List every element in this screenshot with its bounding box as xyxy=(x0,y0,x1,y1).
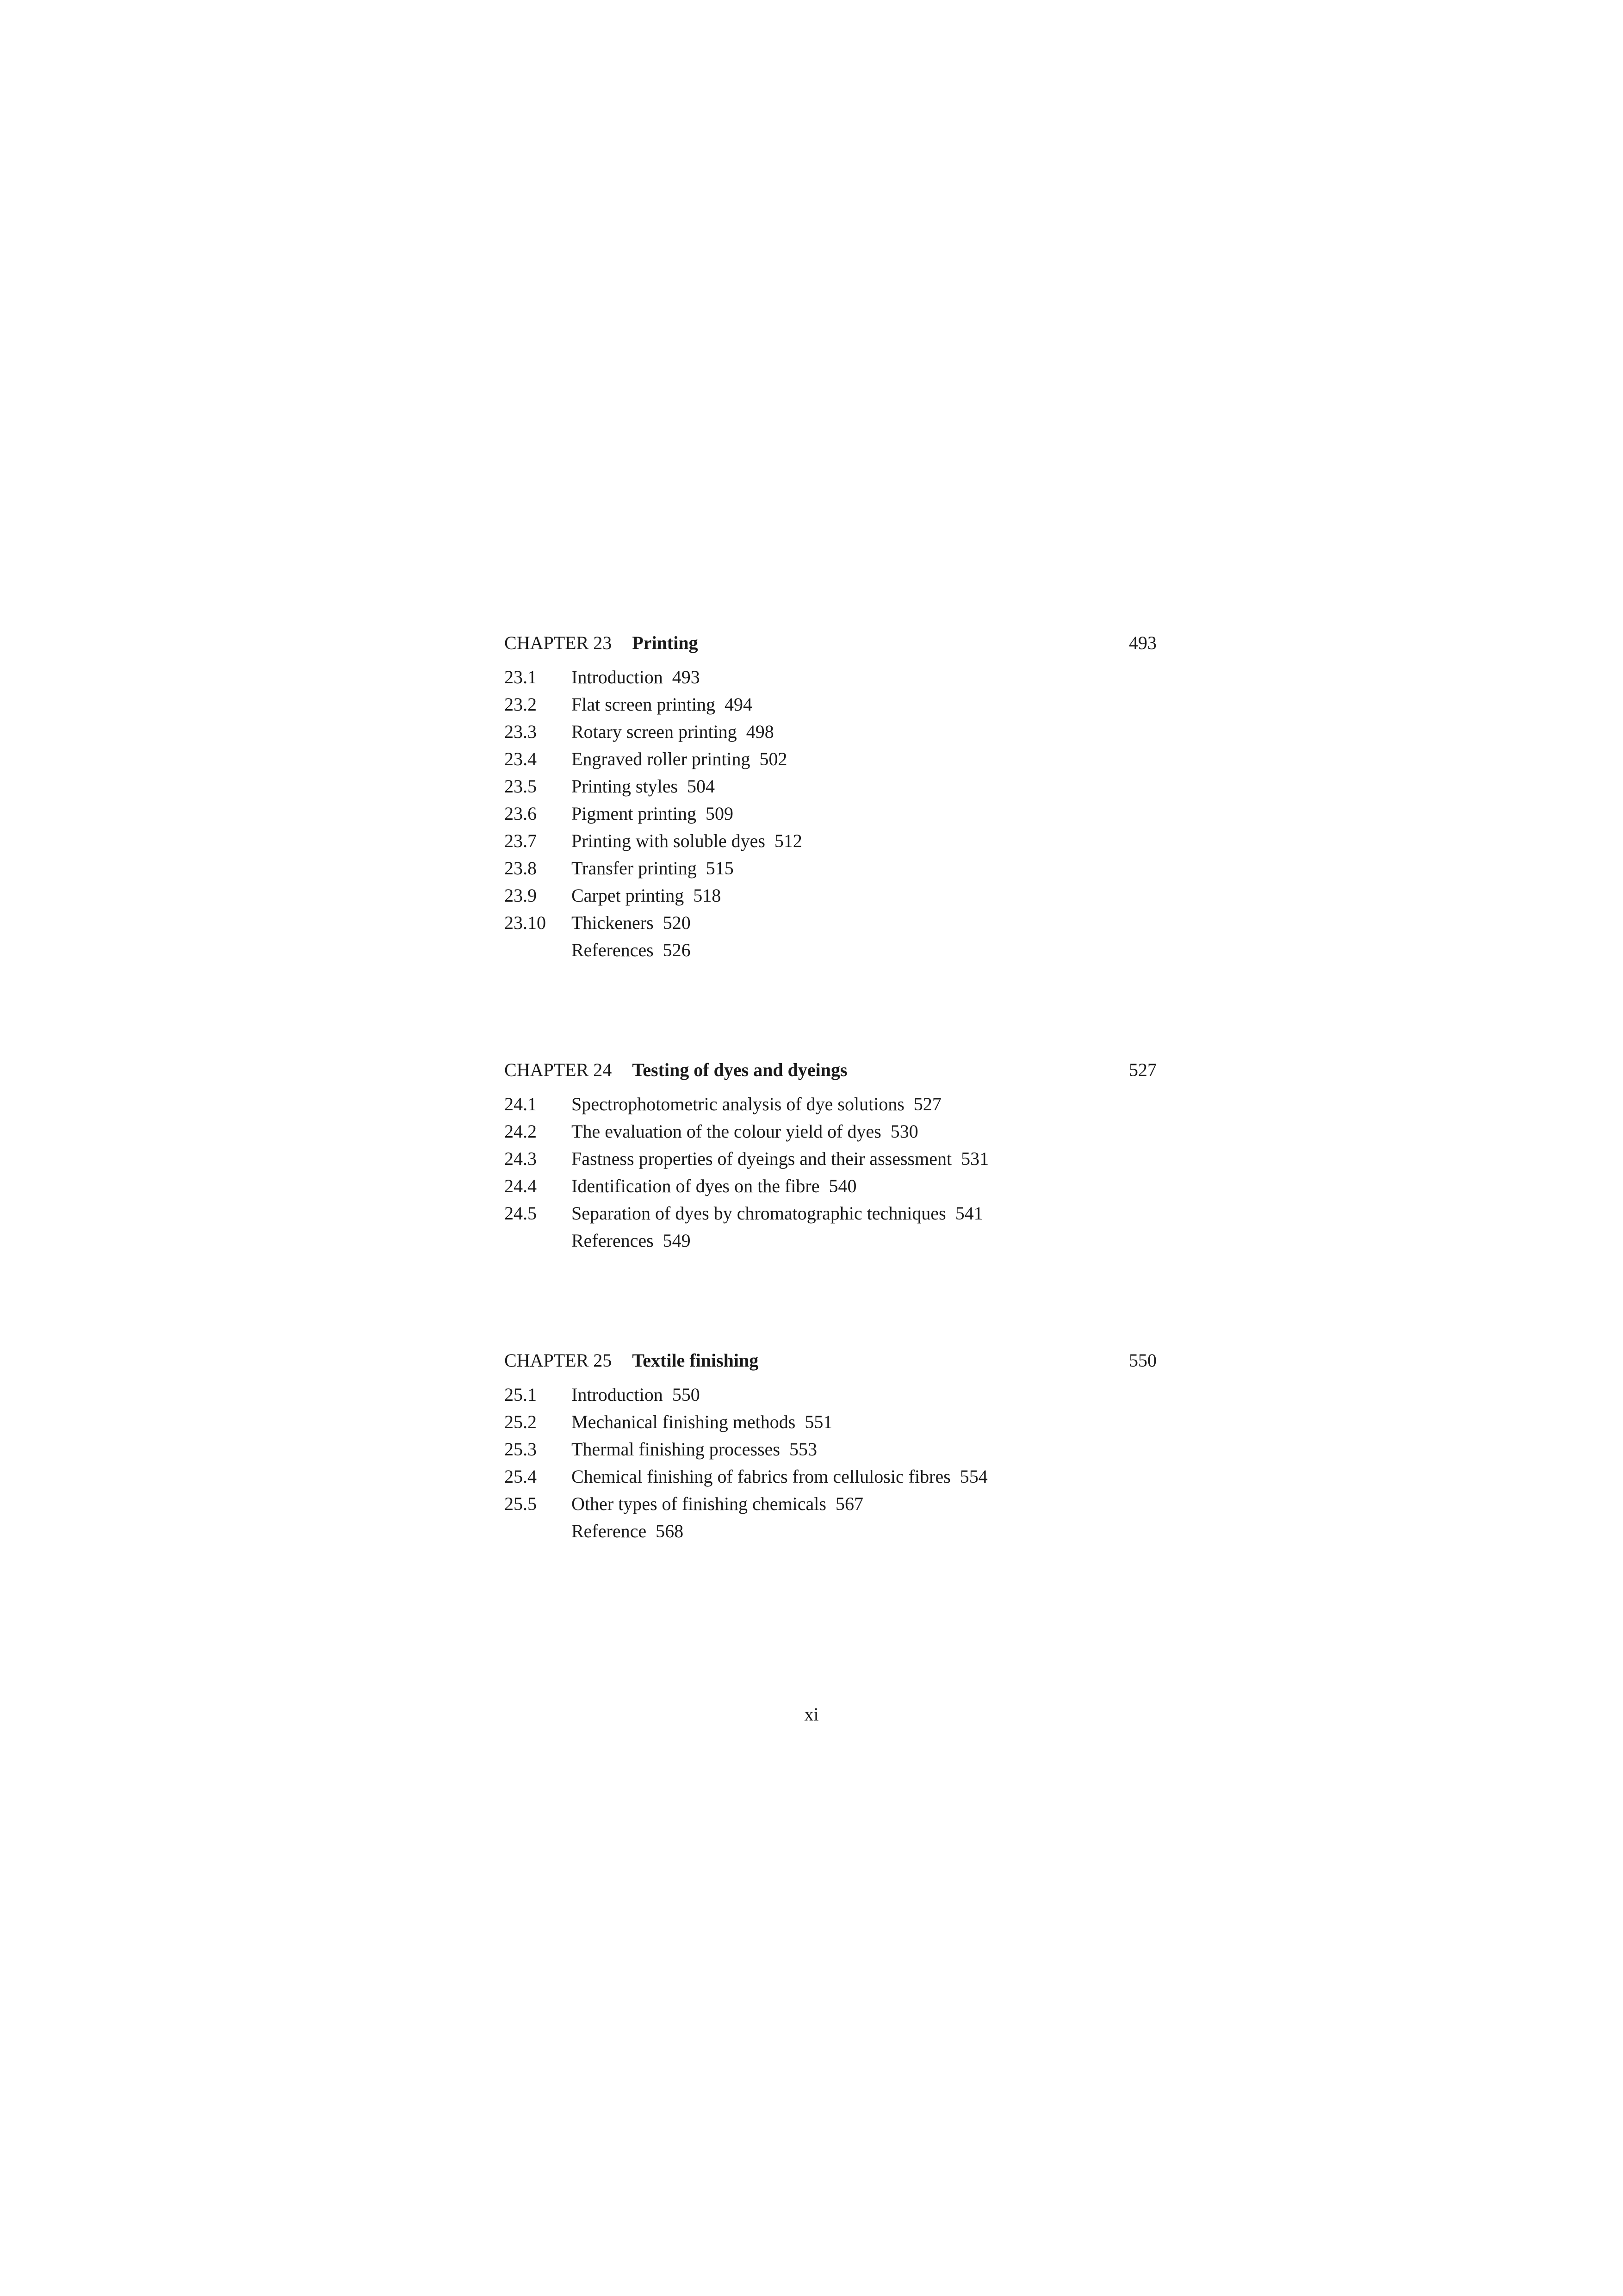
section-page-number: 531 xyxy=(961,1148,989,1169)
section-title: Flat screen printing xyxy=(571,694,716,715)
chapter-25 xyxy=(504,1347,1157,1545)
section-list xyxy=(504,1090,1157,1254)
section-number xyxy=(504,936,571,964)
section-page-number: 540 xyxy=(829,1176,857,1196)
section-title: Thickeners xyxy=(571,912,654,933)
toc-entry xyxy=(504,1118,1157,1145)
toc-entry xyxy=(504,1145,1157,1172)
section-number: 25.3 xyxy=(504,1439,537,1460)
section-page-number: 568 xyxy=(656,1521,684,1541)
toc-entry xyxy=(504,1490,1157,1517)
section-page-number: 554 xyxy=(960,1466,988,1487)
chapter-title: Printing xyxy=(632,632,698,653)
section-page-number: 504 xyxy=(687,776,715,797)
section-number: 23.4 xyxy=(504,749,537,769)
toc-entry xyxy=(504,827,1157,854)
section-title: Rotary screen printing xyxy=(571,721,737,742)
section-title: Printing styles xyxy=(571,776,678,797)
section-title: The evaluation of the colour yield of dyes xyxy=(571,1121,881,1142)
section-number: 23.7 xyxy=(504,830,537,851)
section-title: Carpet printing xyxy=(571,885,684,906)
section-page-number: 520 xyxy=(663,912,691,933)
chapter-label: CHAPTER 24 xyxy=(504,1059,612,1080)
table-of-contents xyxy=(504,629,1157,1637)
toc-entry xyxy=(504,1463,1157,1490)
section-title: References xyxy=(571,940,654,960)
chapter-heading xyxy=(504,1056,1157,1084)
chapter-page-number: 493 xyxy=(1129,632,1157,653)
section-number: 23.5 xyxy=(504,776,537,797)
chapter-label: CHAPTER 23 xyxy=(504,632,612,653)
section-page-number: 526 xyxy=(663,940,691,960)
section-number: 23.3 xyxy=(504,721,537,742)
section-list xyxy=(504,1381,1157,1545)
section-title: Identification of dyes on the fibre xyxy=(571,1176,820,1196)
toc-entry xyxy=(504,1436,1157,1463)
section-title: References xyxy=(571,1230,654,1251)
toc-entry-references xyxy=(504,1517,1157,1545)
chapter-heading xyxy=(504,629,1157,657)
section-number: 24.1 xyxy=(504,1094,537,1114)
section-page-number: 509 xyxy=(706,803,733,824)
chapter-page-number: 527 xyxy=(1129,1059,1157,1080)
chapter-title: Testing of dyes and dyeings xyxy=(632,1059,848,1080)
section-page-number: 530 xyxy=(890,1121,918,1142)
toc-entry xyxy=(504,773,1157,800)
toc-entry xyxy=(504,663,1157,691)
toc-entry xyxy=(504,1090,1157,1118)
section-title: Engraved roller printing xyxy=(571,749,750,769)
section-number: 23.8 xyxy=(504,858,537,879)
toc-entry xyxy=(504,882,1157,909)
section-page-number: 502 xyxy=(759,749,787,769)
section-page-number: 493 xyxy=(672,667,700,687)
section-title: Spectrophotometric analysis of dye solutions xyxy=(571,1094,904,1114)
section-title: Transfer printing xyxy=(571,858,697,879)
section-title: Thermal finishing processes xyxy=(571,1439,780,1460)
toc-entry-references xyxy=(504,1227,1157,1254)
section-title: Introduction xyxy=(571,667,663,687)
toc-entry xyxy=(504,691,1157,718)
section-number xyxy=(504,1227,571,1254)
chapter-23 xyxy=(504,629,1157,964)
section-page-number: 494 xyxy=(725,694,753,715)
section-page-number: 553 xyxy=(789,1439,817,1460)
section-number: 25.5 xyxy=(504,1493,537,1514)
chapter-title: Textile finishing xyxy=(632,1350,759,1371)
chapter-heading xyxy=(504,1347,1157,1374)
section-title: Fastness properties of dyeings and their assessment xyxy=(571,1148,952,1169)
toc-entry xyxy=(504,718,1157,745)
toc-entry xyxy=(504,745,1157,773)
chapter-label: CHAPTER 25 xyxy=(504,1350,612,1371)
section-page-number: 518 xyxy=(693,885,721,906)
section-number: 24.3 xyxy=(504,1148,537,1169)
section-number: 24.5 xyxy=(504,1203,537,1224)
section-number: 25.1 xyxy=(504,1384,537,1405)
section-page-number: 498 xyxy=(746,721,774,742)
section-number: 23.9 xyxy=(504,885,537,906)
section-number: 25.2 xyxy=(504,1411,537,1432)
section-list xyxy=(504,663,1157,964)
section-number: 24.2 xyxy=(504,1121,537,1142)
section-number: 25.4 xyxy=(504,1466,537,1487)
section-title: Mechanical finishing methods xyxy=(571,1411,796,1432)
toc-entry xyxy=(504,1381,1157,1408)
section-page-number: 515 xyxy=(706,858,734,879)
toc-entry xyxy=(504,909,1157,936)
section-title: Reference xyxy=(571,1521,647,1541)
section-number: 23.1 xyxy=(504,667,537,687)
section-page-number: 551 xyxy=(805,1411,833,1432)
toc-entry xyxy=(504,1200,1157,1227)
section-page-number: 549 xyxy=(663,1230,691,1251)
chapter-page-number: 550 xyxy=(1129,1350,1157,1371)
section-title: Printing with soluble dyes xyxy=(571,830,765,851)
toc-entry xyxy=(504,1408,1157,1436)
toc-entry-references xyxy=(504,936,1157,964)
chapter-24 xyxy=(504,1056,1157,1254)
section-title: Chemical finishing of fabrics from cellulosic fibres xyxy=(571,1466,951,1487)
section-number: 23.6 xyxy=(504,803,537,824)
toc-entry xyxy=(504,1172,1157,1200)
section-page-number: 550 xyxy=(672,1384,700,1405)
toc-entry xyxy=(504,800,1157,827)
toc-entry xyxy=(504,854,1157,882)
section-page-number: 541 xyxy=(955,1203,983,1224)
section-page-number: 527 xyxy=(913,1094,942,1114)
page-folio: xi xyxy=(804,1704,819,1725)
section-title: Separation of dyes by chromatographic techniques xyxy=(571,1203,946,1224)
section-page-number: 567 xyxy=(835,1493,863,1514)
section-title: Introduction xyxy=(571,1384,663,1405)
section-number xyxy=(504,1517,571,1545)
section-title: Other types of finishing chemicals xyxy=(571,1493,826,1514)
section-number: 23.2 xyxy=(504,694,537,715)
section-title: Pigment printing xyxy=(571,803,696,824)
section-page-number: 512 xyxy=(774,830,802,851)
section-number: 23.10 xyxy=(504,912,546,933)
section-number: 24.4 xyxy=(504,1176,537,1196)
